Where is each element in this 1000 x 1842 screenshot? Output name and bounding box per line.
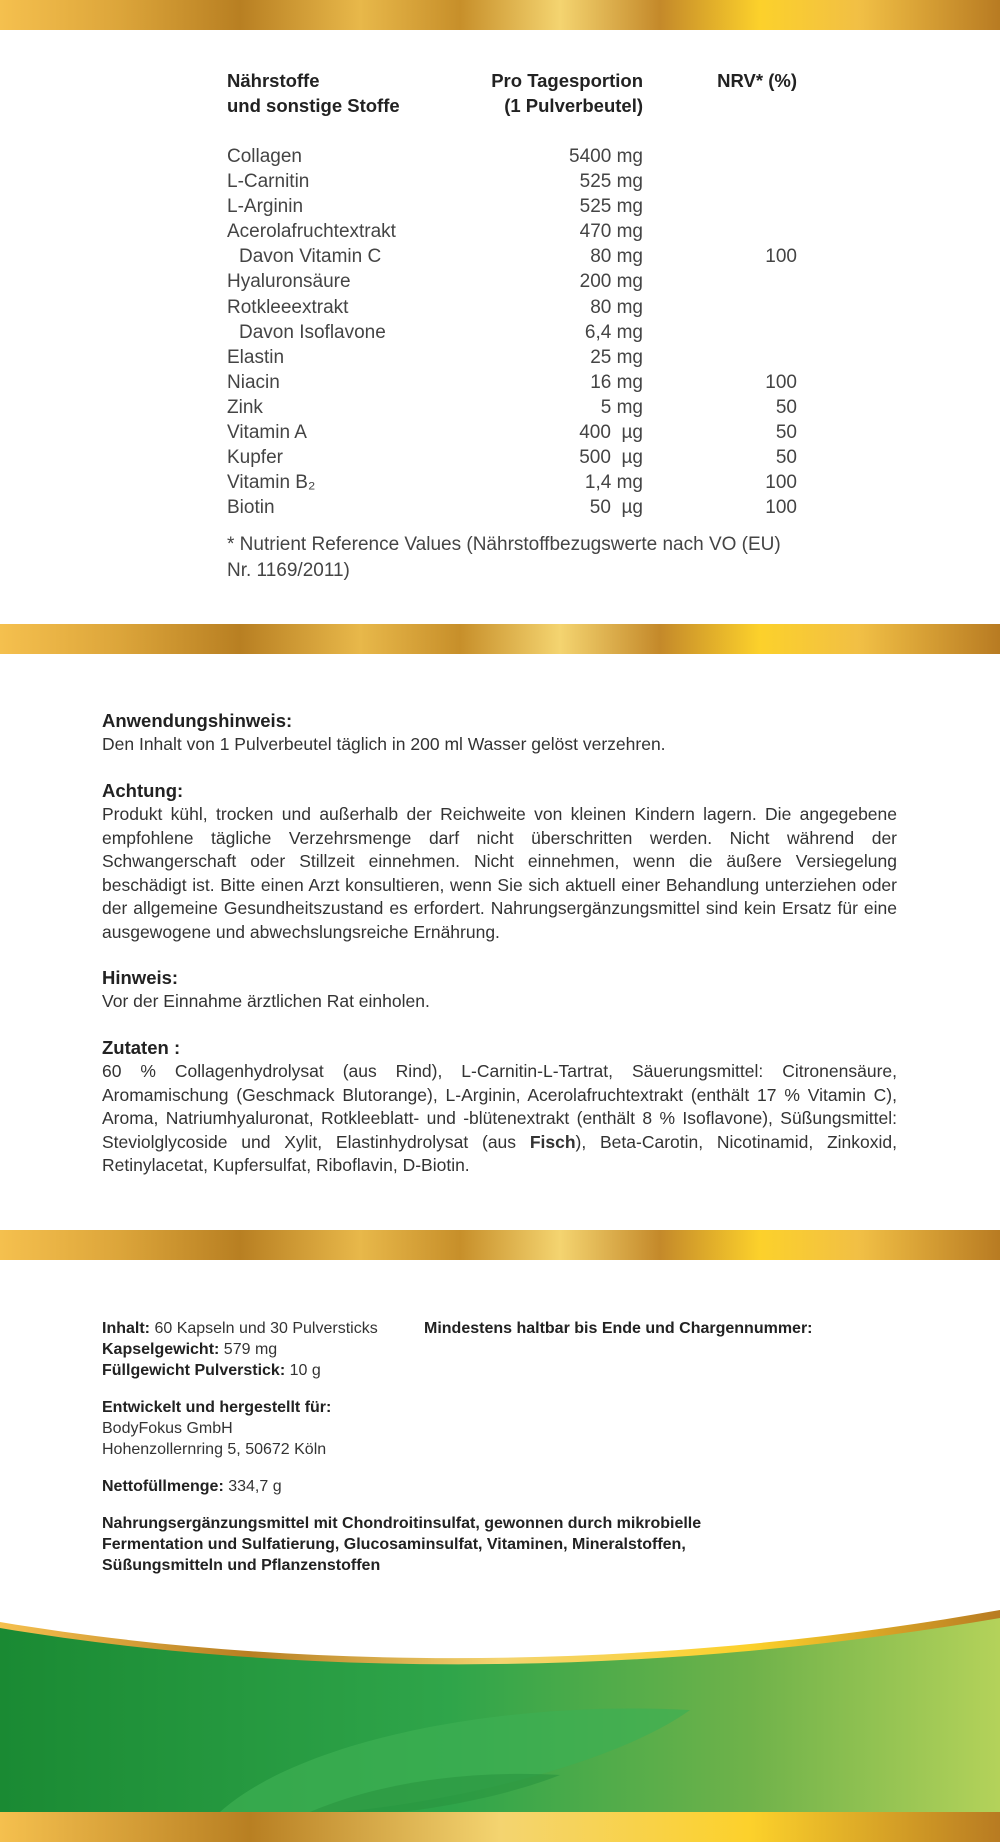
nutrient-row — [227, 169, 787, 194]
capsule-weight-label: Kapselgewicht: — [102, 1341, 220, 1358]
nutrient-amount: 50 µg — [589, 497, 643, 519]
nutrition-table-header — [227, 68, 797, 118]
caution-section — [102, 779, 897, 944]
capsule-weight-line — [102, 1339, 742, 1360]
nutrient-row — [227, 295, 787, 320]
nutrient-amount: 25 mg — [590, 346, 643, 368]
product-description: Nahrungsergänzungsmittel mit Chondroitinsulfat, gewonnen durch mikrobielle Fermentation und Sulfatierung, Glucosaminsulfat, Vitaminen, Mineralstoffen, Süßungsmitteln und Pflanzenstoffen — [102, 1515, 702, 1574]
nutrient-amount: 80 mg — [590, 296, 643, 318]
product-info — [102, 1318, 742, 1576]
nutrient-name: Collagen — [227, 146, 302, 167]
lower-gold-band — [0, 1230, 1000, 1260]
manufacturer-label-text: Entwickelt und hergestellt für: — [102, 1399, 332, 1416]
nutrient-nrv: 50 — [775, 447, 797, 469]
nutrient-row — [227, 269, 787, 294]
content-value: 60 Kapseln und 30 Pulversticks — [150, 1320, 378, 1337]
nutrient-row — [227, 370, 797, 395]
nutrient-name: Vitamin B₂ — [227, 472, 316, 494]
nutrient-amount: 5 mg — [600, 396, 643, 418]
manufacturer-label — [102, 1397, 742, 1418]
stick-weight-label: Füllgewicht Pulverstick: — [102, 1362, 286, 1379]
nutrient-nrv: 100 — [765, 472, 797, 494]
nutrient-row — [227, 445, 797, 470]
nutrient-row — [227, 144, 787, 169]
header-per-portion-line1: Pro Tagesportion — [491, 70, 643, 91]
nutrient-name: Zink — [227, 396, 263, 418]
usage-text: Den Inhalt von 1 Pulverbeutel täglich in 200 ml Wasser gelöst verzehren. — [102, 734, 666, 754]
nutrient-amount: 80 mg — [590, 246, 643, 268]
nutrient-nrv: 100 — [765, 371, 797, 393]
nutrient-row — [227, 194, 787, 219]
nutrient-name: Acerolafruchtextrakt — [227, 221, 396, 243]
nutrient-nrv: 50 — [775, 396, 797, 418]
caution-text: Produkt kühl, trocken und außerhalb der Reichweite von kleinen Kindern lagern. Die angegebene empfohlene tägliche Verzehrsmenge darf nicht überschritten werden. Nicht während der Schwangerschaft oder Stillzeit einnehmen. Nicht einnehmen, wenn die äußere Versiegelung beschädigt ist. Bitte einen Arzt konsultieren, wenn Sie sich aktuell einer Behandlung unterziehen oder der allgemeine Gesundheitszustand es erfordert. Nahrungsergänzungsmittel sind kein Ersatz für eine ausgewogene und abwechslungsreiche Ernährung. — [102, 804, 897, 942]
header-nutrients-line2: und sonstige Stoffe — [227, 95, 400, 116]
top-gold-band — [0, 0, 1000, 30]
nutrient-name: Davon Isoflavone — [239, 321, 386, 343]
nutrient-name: Niacin — [227, 371, 280, 393]
nutrient-nrv: 50 — [775, 422, 797, 444]
header-nutrients-line1: Nährstoffe — [227, 70, 320, 91]
ingredients-text-part1: 60 % Collagenhydrolysat (aus Rind), L-Carnitin-L-Tartrat, Säuerungsmittel: Citronensäure, Aromamischung (Geschmack Blutorange), L-Arginin, Acerolafruchtextrakt (enthält 17 % Vitamin C), Aroma, Natriumhyaluronat, Rotkleeblatt- und -blütenextrakt (enthält 8 % Isoflavone), Süßungsmittel: Steviolglycoside und Xylit, Elastinhydrolysat (aus — [102, 1061, 897, 1152]
note-section — [102, 966, 897, 1014]
stick-weight-line — [102, 1360, 742, 1381]
header-per-portion-line2: (1 Pulverbeutel) — [504, 95, 643, 116]
ingredients-allergen-fish: Fisch — [529, 1131, 576, 1152]
nutrient-nrv: 100 — [765, 497, 797, 519]
bottom-green-decoration — [0, 1610, 1000, 1842]
header-per-portion — [437, 68, 643, 118]
nutrient-row — [227, 320, 787, 345]
nutrient-row — [227, 495, 797, 520]
nutrient-amount: 5400 mg — [569, 146, 643, 167]
nutrient-amount: 400 µg — [579, 422, 643, 444]
note-text: Vor der Einnahme ärztlichen Rat einholen. — [102, 991, 430, 1011]
nutrient-name: Biotin — [227, 497, 275, 519]
note-heading: Hinweis: — [102, 967, 179, 988]
manufacturer-address: Hohenzollernring 5, 50672 Köln — [102, 1441, 327, 1458]
caution-heading: Achtung: — [102, 780, 184, 801]
nutrient-amount: 16 mg — [590, 371, 643, 393]
nrv-footnote: * Nutrient Reference Values (Nährstoffbezugswerte nach VO (EU) Nr. 1169/2011) — [227, 534, 781, 581]
nutrition-rows — [227, 144, 797, 520]
manufacturer-name: BodyFokus GmbH — [102, 1420, 233, 1437]
content-label: Inhalt: — [102, 1320, 150, 1337]
net-weight-label: Nettofüllmenge: — [102, 1478, 224, 1495]
nutrient-amount: 500 µg — [579, 447, 643, 469]
ingredients-text-part2: ), Beta-Carotin, Nicotinamid, Zinkoxid, Retinylacetat, Kupfersulfat, Riboflavin, D-Biotin. — [102, 1131, 897, 1175]
net-weight-line — [102, 1476, 742, 1497]
nutrient-row — [227, 470, 797, 495]
nutrient-nrv: 100 — [765, 246, 797, 268]
capsule-weight-value: 579 mg — [219, 1341, 278, 1358]
ingredients-heading: Zutaten : — [102, 1037, 181, 1058]
nutrient-row — [227, 244, 797, 269]
middle-gold-band — [0, 624, 1000, 654]
nutrient-name: Kupfer — [227, 447, 283, 469]
nutrient-row — [227, 219, 787, 244]
header-nrv: NRV* (%) — [717, 70, 797, 91]
nutrient-amount: 1,4 mg — [584, 472, 643, 494]
nutrient-amount: 525 mg — [579, 171, 643, 193]
nutrient-name: L-Carnitin — [227, 171, 310, 193]
best-before-label: Mindestens haltbar bis Ende und Chargennummer: — [424, 1320, 813, 1337]
nutrient-name: L-Arginin — [227, 196, 304, 218]
nutrient-row — [227, 345, 787, 370]
usage-heading: Anwendungshinweis: — [102, 710, 293, 731]
ingredients-text — [102, 1060, 897, 1178]
nutrient-name: Rotkleeextrakt — [227, 296, 349, 318]
nutrient-name: Hyaluronsäure — [227, 271, 351, 293]
nutrition-table — [227, 68, 797, 519]
nutrient-name: Elastin — [227, 346, 285, 368]
usage-section — [102, 709, 897, 757]
nutrient-amount: 6,4 mg — [584, 321, 643, 343]
nutrient-row — [227, 420, 797, 445]
header-nutrients — [227, 68, 457, 118]
nutrient-amount: 200 mg — [579, 271, 643, 293]
ingredients-section — [102, 1036, 897, 1178]
nutrient-row — [227, 395, 797, 420]
net-weight-value: 334,7 g — [223, 1478, 282, 1495]
nutrient-amount: 470 mg — [579, 221, 643, 243]
nutrient-name: Vitamin A — [227, 422, 307, 444]
nutrient-name: Davon Vitamin C — [239, 246, 382, 268]
stick-weight-value: 10 g — [285, 1362, 321, 1379]
nutrient-amount: 525 mg — [579, 196, 643, 218]
